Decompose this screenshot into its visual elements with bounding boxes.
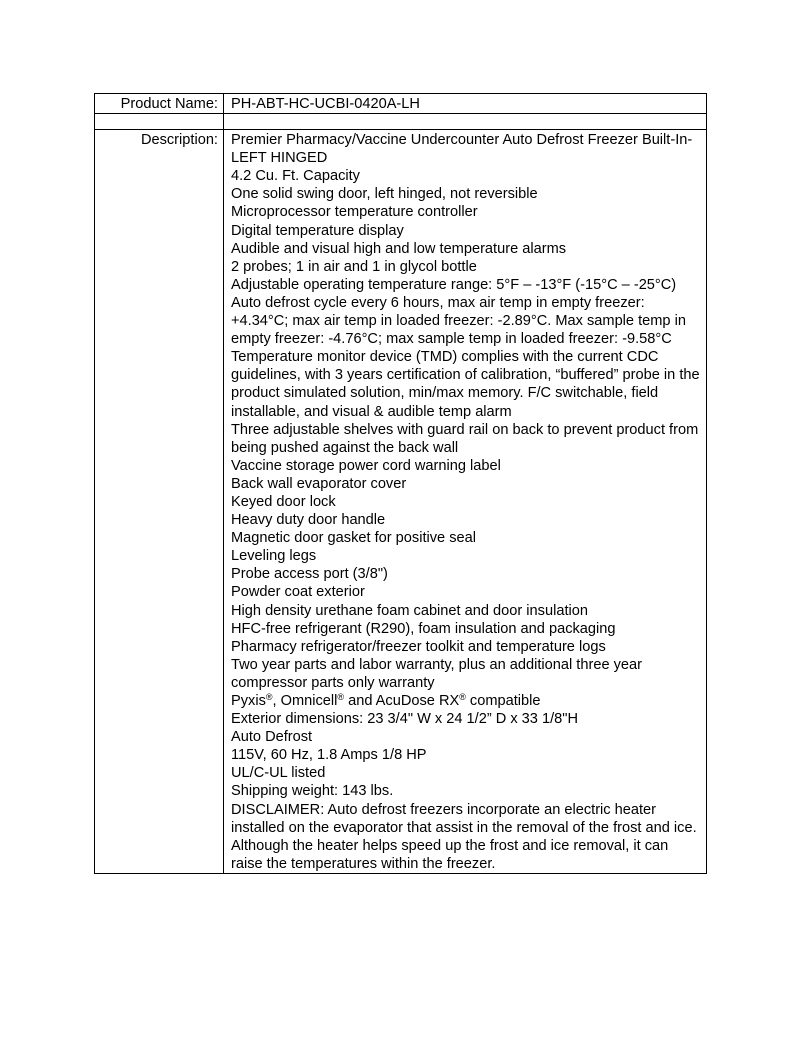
disclaimer-text: DISCLAIMER: Auto defrost freezers incorporate an electric heater installed on the evaporator that assist in the removal of the frost and ice. Although the heater helps speed up the frost and ice removal, it can raise the temperatures within the freezer. [231,801,697,872]
description-line: Back wall evaporator cover [231,475,407,492]
registered-mark: ® [337,692,345,702]
registered-mark: ® [459,692,466,702]
description-line: Audible and visual high and low temperature alarms [231,240,567,257]
registered-mark: ® [265,692,273,702]
description-label: Description: [95,130,224,874]
description-line: Auto defrost cycle every 6 hours, max air temp in empty freezer: +4.34°C; max air temp in loaded freezer: -2.89°C. Max sample temp in empty freezer: -4.76°C; max sample temp in loaded freezer: -9.58°C [231,294,686,348]
omnicell-text: , Omnicell [272,693,338,709]
description-line: Heavy duty door handle [231,512,386,529]
description-line: 2 probes; 1 in air and 1 in glycol bottle [231,258,477,275]
description-line: 115V, 60 Hz, 1.8 Amps 1/8 HP [231,747,427,764]
description-value [224,130,707,874]
description-row [95,130,707,874]
description-line: Auto Defrost [231,729,313,746]
description-line: Shipping weight: 143 lbs. [231,783,394,800]
compatibility-line [231,692,702,710]
spacer-cell-left [95,114,224,130]
description-line: 4.2 Cu. Ft. Capacity [231,168,360,185]
description-line: UL/C-UL listed [231,765,326,782]
description-line: Pharmacy refrigerator/freezer toolkit and temperature logs [231,638,606,655]
acudose-text: and AcuDose RX [344,693,460,709]
product-name-label: Product Name: [95,94,224,114]
product-spec-table [94,93,707,874]
description-line: High density urethane foam cabinet and door insulation [231,602,588,619]
description-line: Adjustable operating temperature range: 5°F – -13°F (-15°C – -25°C) [231,276,677,293]
description-line: Microprocessor temperature controller [231,204,478,221]
description-line: Premier Pharmacy/Vaccine Undercounter Auto Defrost Freezer Built-In-LEFT HINGED [231,132,693,167]
description-line: Leveling legs [231,548,317,565]
spacer-row [95,114,707,130]
description-line: HFC-free refrigerant (R290), foam insulation and packaging [231,620,616,637]
description-line: Digital temperature display [231,222,404,239]
description-line: Two year parts and labor warranty, plus an additional three year compressor parts only warranty [231,656,643,691]
product-name-value: PH-ABT-HC-UCBI-0420A-LH [224,94,707,114]
compatible-text: compatible [465,693,541,709]
description-line: Magnetic door gasket for positive seal [231,530,476,547]
spacer-cell-right [224,114,707,130]
description-line: Vaccine storage power cord warning label [231,457,501,474]
description-line: Keyed door lock [231,493,336,510]
description-line: Powder coat exterior [231,584,365,601]
description-line: One solid swing door, left hinged, not reversible [231,186,538,203]
description-line: Exterior dimensions: 23 3/4" W x 24 1/2” D x 33 1/8"H [231,711,578,728]
description-line: Probe access port (3/8") [231,566,388,583]
description-line: Three adjustable shelves with guard rail on back to prevent product from being pushed against the back wall [231,421,699,456]
product-name-row [95,94,707,114]
description-line: Temperature monitor device (TMD) complies with the current CDC guidelines, with 3 years certification of calibration, “buffered” probe in the product simulated solution, min/max memory. F/C switchable, field installable, and visual & audible temp alarm [231,349,700,420]
pyxis-text: Pyxis [231,693,266,709]
